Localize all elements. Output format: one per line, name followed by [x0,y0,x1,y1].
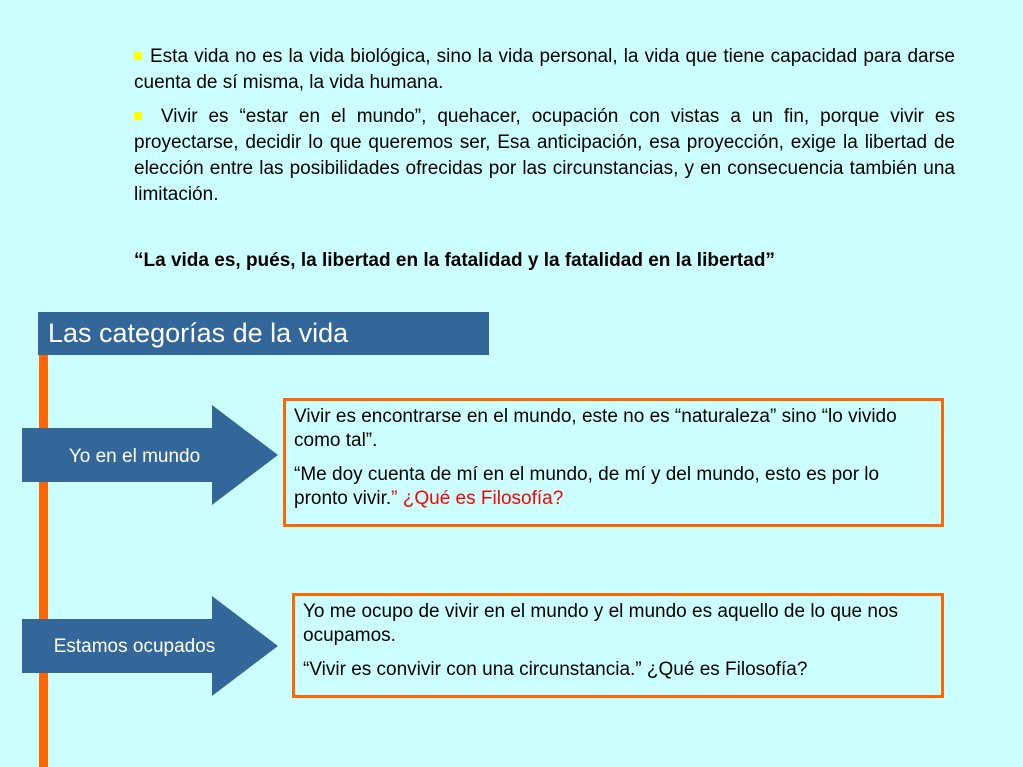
description-box: Yo me ocupo de vivir en el mundo y el mundo es aquello de lo que nos ocupamos. “Vivir es convivir con una circunstancia.” ¿Qué es Filosofía? [292,593,944,698]
highlight-text: ” ¿Qué es Filosofía? [391,488,564,509]
square-bullet-icon [134,112,142,120]
section-title: Las categorías de la vida [38,312,489,355]
bullet-item: Esta vida no es la vida biológica, sino la vida personal, la vida que tiene capacidad para darse cuenta de sí misma, la vida humana. [134,46,955,93]
bullet-item: Vivir es “estar en el mundo”, quehacer, ocupación con vistas a un fin, porque vivir es proyectarse, decidir lo que queremos ser, Esa anticipación, esa proyección, exige la libertad de elección entre las posibilidades ofrecidas por las circunstancias, y en consecuencia también una limitación. [134,106,955,205]
square-bullet-icon [134,52,142,60]
arrow-label-yo-en-el-mundo: Yo en el mundo [68,446,201,467]
bullet-list [134,44,955,216]
quote: “La vida es, pués, la libertad en la fatalidad y la fatalidad en la libertad” [134,250,775,271]
description-box: Vivir es encontrarse en el mundo, este no es “naturaleza” sino “lo vivido como tal”. “Me doy cuenta de mí en el mundo, de mí y del mundo, esto es por lo pronto vivir.” ¿Qué es Filosofía? [283,398,944,527]
arrow-label-estamos-ocupados: Estamos ocupados [53,636,216,657]
